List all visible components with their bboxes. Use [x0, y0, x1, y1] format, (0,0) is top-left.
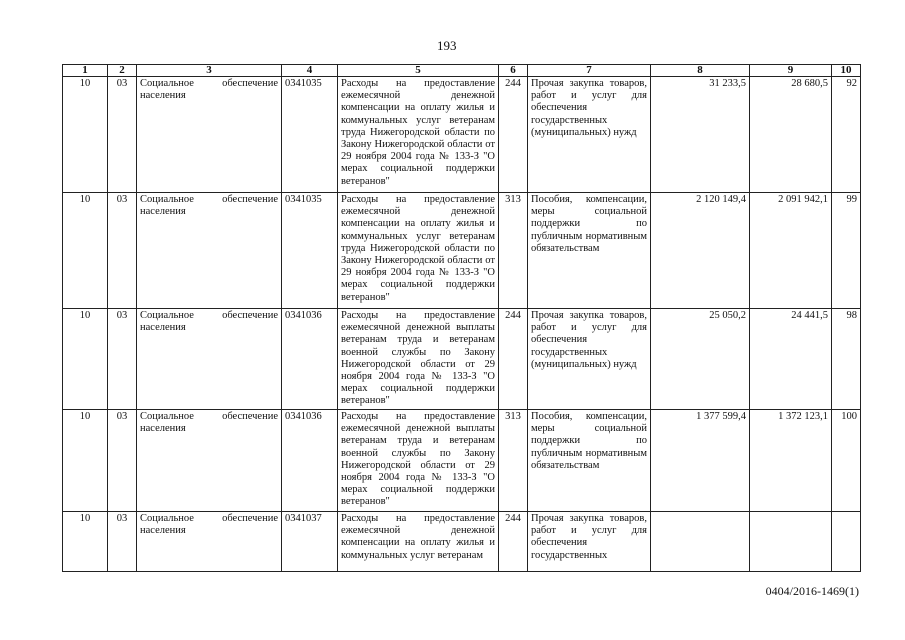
section-name-cell: Социальное обеспечение населения [137, 77, 282, 193]
expense-description-cell: Расходы на предоставление ежемесячной денежной выплаты ветеранам труда и ветеранам военной службы по Закону Нижегородской области от 29 ноября 2004 года № 133-З "О мерах социальной поддержки ветеранов" [338, 410, 499, 512]
expense-type-code-cell: 313 [499, 193, 528, 309]
subsection-code-cell: 03 [108, 77, 137, 193]
page-number: 193 [437, 38, 457, 53]
section-code-cell: 10 [63, 77, 108, 193]
column-header: 5 [338, 65, 499, 77]
expense-description-cell: Расходы на предоставление ежемесячной денежной компенсации на оплату жилья и коммунальных услуг ветеранам труда Нижегородской области по Закону Нижегородской области от 29 ноября 2004 года № 133-З "О мерах социальной поддержки ветеранов" [338, 193, 499, 309]
expense-description-cell: Расходы на предоставление ежемесячной денежной компенсации на оплату жилья и коммунальных услуг ветеранам [338, 512, 499, 572]
column-header: 1 [63, 65, 108, 77]
expense-type-code-cell: 244 [499, 77, 528, 193]
executed-amount-cell [750, 512, 832, 572]
expense-type-name-cell: Прочая закупка товаров, работ и услуг для обеспечения государственных (муниципальных) нужд [528, 77, 651, 193]
planned-amount-cell: 25 050,2 [651, 309, 750, 410]
executed-amount-cell: 28 680,5 [750, 77, 832, 193]
subsection-code-cell: 03 [108, 309, 137, 410]
section-code-cell: 10 [63, 193, 108, 309]
planned-amount-cell: 31 233,5 [651, 77, 750, 193]
column-header: 7 [528, 65, 651, 77]
document-code: 0404/2016-1469(1) [765, 584, 859, 598]
column-header: 3 [137, 65, 282, 77]
column-header: 10 [832, 65, 861, 77]
column-header: 6 [499, 65, 528, 77]
target-article-cell: 0341037 [282, 512, 338, 572]
execution-percent-cell [832, 512, 861, 572]
execution-percent-cell: 92 [832, 77, 861, 193]
execution-percent-cell: 98 [832, 309, 861, 410]
section-code-cell: 10 [63, 309, 108, 410]
budget-table [62, 64, 861, 572]
planned-amount-cell [651, 512, 750, 572]
executed-amount-cell: 24 441,5 [750, 309, 832, 410]
planned-amount-cell: 1 377 599,4 [651, 410, 750, 512]
section-name-cell: Социальное обеспечение населения [137, 410, 282, 512]
expense-type-name-cell: Прочая закупка товаров, работ и услуг для обеспечения государственных (муниципальных) нужд [528, 309, 651, 410]
executed-amount-cell: 2 091 942,1 [750, 193, 832, 309]
table-row [63, 193, 861, 309]
column-header: 2 [108, 65, 137, 77]
section-code-cell: 10 [63, 410, 108, 512]
expense-type-code-cell: 244 [499, 512, 528, 572]
section-name-cell: Социальное обеспечение населения [137, 512, 282, 572]
execution-percent-cell: 100 [832, 410, 861, 512]
table-row [63, 410, 861, 512]
section-name-cell: Социальное обеспечение населения [137, 193, 282, 309]
execution-percent-cell: 99 [832, 193, 861, 309]
expense-description-cell: Расходы на предоставление ежемесячной денежной выплаты ветеранам труда и ветеранам военной службы по Закону Нижегородской области от 29 ноября 2004 года № 133-З "О мерах социальной поддержки ветеранов" [338, 309, 499, 410]
column-header: 8 [651, 65, 750, 77]
subsection-code-cell: 03 [108, 410, 137, 512]
table-header-row [63, 65, 861, 77]
planned-amount-cell: 2 120 149,4 [651, 193, 750, 309]
table-row [63, 512, 861, 572]
section-code-cell: 10 [63, 512, 108, 572]
column-header: 4 [282, 65, 338, 77]
section-name-cell: Социальное обеспечение населения [137, 309, 282, 410]
expense-type-name-cell: Пособия, компенсации, меры социальной поддержки по публичным нормативным обязательствам [528, 193, 651, 309]
target-article-cell: 0341035 [282, 193, 338, 309]
expense-type-code-cell: 244 [499, 309, 528, 410]
target-article-cell: 0341036 [282, 410, 338, 512]
table-row [63, 309, 861, 410]
subsection-code-cell: 03 [108, 512, 137, 572]
expense-type-name-cell: Прочая закупка товаров, работ и услуг для обеспечения государственных [528, 512, 651, 572]
target-article-cell: 0341036 [282, 309, 338, 410]
table-row [63, 77, 861, 193]
target-article-cell: 0341035 [282, 77, 338, 193]
expense-type-code-cell: 313 [499, 410, 528, 512]
expense-description-cell: Расходы на предоставление ежемесячной денежной компенсации на оплату жилья и коммунальных услуг ветеранам труда Нижегородской области по Закону Нижегородской области от 29 ноября 2004 года № 133-З "О мерах социальной поддержки ветеранов" [338, 77, 499, 193]
column-header: 9 [750, 65, 832, 77]
subsection-code-cell: 03 [108, 193, 137, 309]
executed-amount-cell: 1 372 123,1 [750, 410, 832, 512]
expense-type-name-cell: Пособия, компенсации, меры социальной поддержки по публичным нормативным обязательствам [528, 410, 651, 512]
